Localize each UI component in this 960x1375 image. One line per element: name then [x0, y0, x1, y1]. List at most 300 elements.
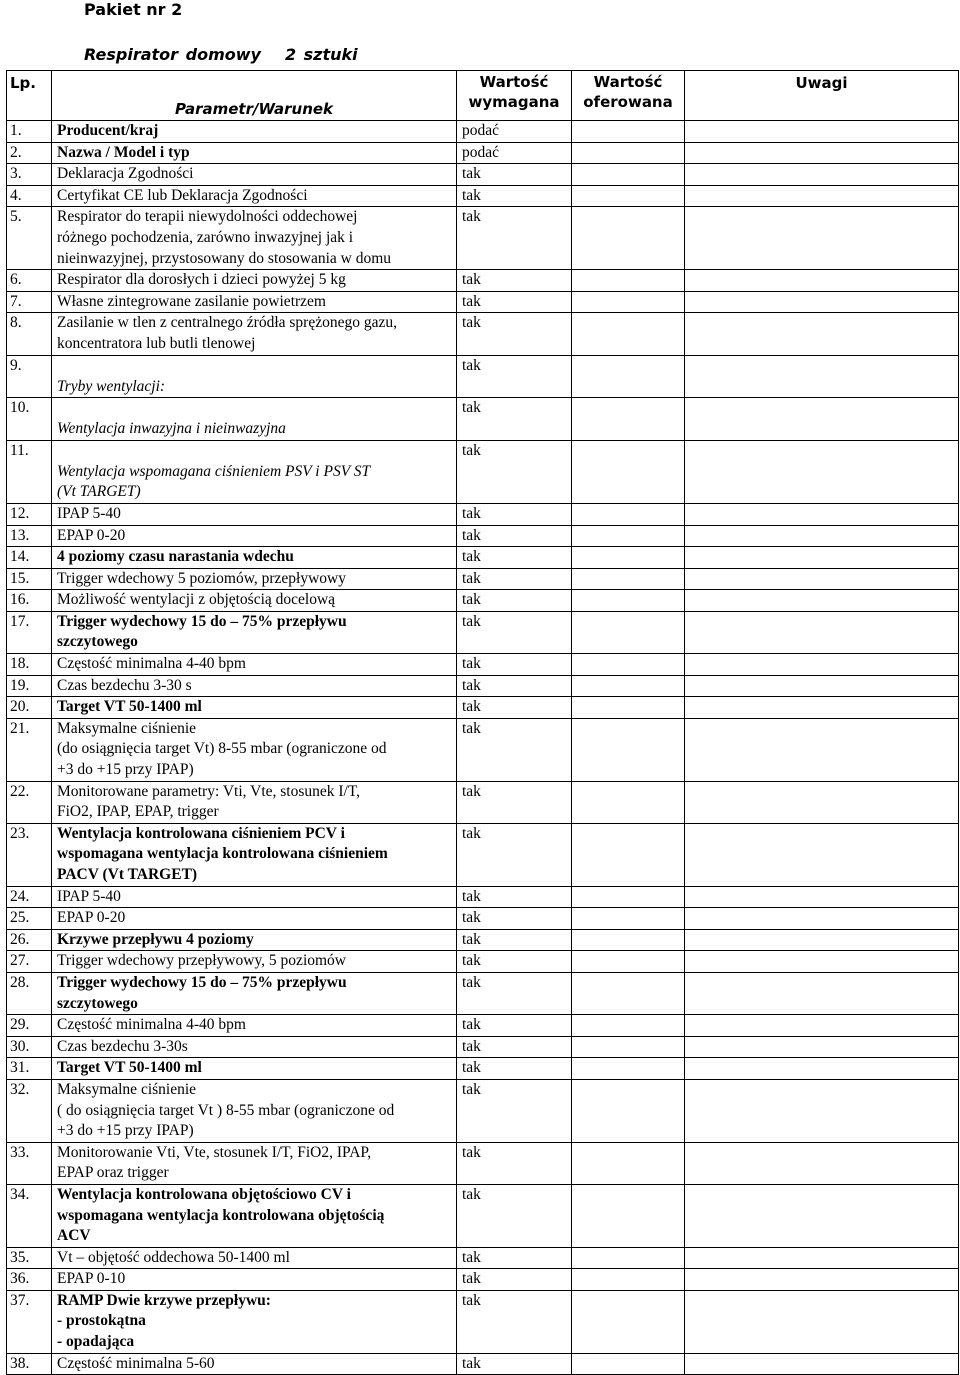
row-offered-value-cell[interactable] — [572, 697, 685, 719]
header-param: Parametr/Warunek — [52, 71, 457, 121]
parameter-line: Monitorowane parametry: Vti, Vte, stosunek I/T, — [57, 782, 361, 800]
header-offered-value — [572, 71, 685, 121]
row-number: 17. — [7, 611, 52, 653]
table-row — [7, 781, 959, 823]
row-notes-cell[interactable] — [685, 270, 959, 292]
row-parameter — [52, 142, 457, 164]
row-parameter — [52, 568, 457, 590]
row-notes-cell[interactable] — [685, 654, 959, 676]
row-required-value: tak — [457, 207, 572, 270]
table-row — [7, 908, 959, 930]
row-notes-cell[interactable] — [685, 718, 959, 781]
row-parameter — [52, 1184, 457, 1247]
row-parameter — [52, 1353, 457, 1375]
row-notes-cell[interactable] — [685, 568, 959, 590]
parameter-line: szczytowego — [57, 994, 138, 1012]
table-row — [7, 270, 959, 292]
row-number: 21. — [7, 718, 52, 781]
parameter-line: RAMP Dwie krzywe przepływu: — [57, 1291, 271, 1309]
parameter-line: Maksymalne ciśnienie — [57, 1080, 197, 1098]
row-number: 16. — [7, 590, 52, 612]
row-number: 22. — [7, 781, 52, 823]
row-notes-cell[interactable] — [685, 291, 959, 313]
parameter-line: Czas bezdechu 3-30s — [57, 1037, 188, 1055]
row-notes-cell[interactable] — [685, 886, 959, 908]
row-parameter — [52, 675, 457, 697]
row-parameter — [52, 781, 457, 823]
row-offered-value-cell[interactable] — [572, 398, 685, 441]
table-row — [7, 823, 959, 886]
row-number: 4. — [7, 185, 52, 207]
row-offered-value-cell[interactable] — [572, 185, 685, 207]
row-notes-cell[interactable] — [685, 697, 959, 719]
row-number: 34. — [7, 1184, 52, 1247]
row-notes-cell[interactable] — [685, 398, 959, 441]
row-parameter — [52, 929, 457, 951]
table-row — [7, 718, 959, 781]
row-offered-value-cell[interactable] — [572, 908, 685, 930]
row-number: 6. — [7, 270, 52, 292]
document-title: Pakiet nr 2 — [84, 0, 183, 19]
table-row — [7, 590, 959, 612]
table-row — [7, 291, 959, 313]
row-offered-value-cell[interactable] — [572, 886, 685, 908]
parameter-line: ACV — [57, 1227, 91, 1245]
parameter-line: IPAP 5-40 — [57, 887, 121, 905]
parameter-line: FiO2, IPAP, EPAP, trigger — [57, 803, 219, 821]
row-notes-cell[interactable] — [685, 1058, 959, 1080]
parameter-line: EPAP 0-20 — [57, 526, 126, 544]
row-parameter — [52, 1036, 457, 1058]
table-row — [7, 568, 959, 590]
row-parameter — [52, 590, 457, 612]
row-parameter — [52, 908, 457, 930]
row-number: 11. — [7, 440, 52, 503]
row-required-value: tak — [457, 1290, 572, 1353]
row-offered-value-cell[interactable] — [572, 654, 685, 676]
row-number: 18. — [7, 654, 52, 676]
parameter-line: - opadająca — [57, 1333, 135, 1351]
row-required-value: tak — [457, 823, 572, 886]
header-required-value — [457, 71, 572, 121]
row-parameter — [52, 1058, 457, 1080]
row-offered-value-cell[interactable] — [572, 121, 685, 143]
row-parameter — [52, 313, 457, 355]
row-required-value: tak — [457, 1015, 572, 1037]
row-offered-value-cell[interactable] — [572, 1290, 685, 1353]
row-number: 25. — [7, 908, 52, 930]
table-row — [7, 654, 959, 676]
table-row — [7, 951, 959, 973]
row-offered-value-cell[interactable] — [572, 313, 685, 355]
row-parameter — [52, 718, 457, 781]
row-offered-value-cell[interactable] — [572, 1142, 685, 1184]
row-notes-cell[interactable] — [685, 142, 959, 164]
table-row — [7, 547, 959, 569]
row-required-value: tak — [457, 929, 572, 951]
row-number: 24. — [7, 886, 52, 908]
row-number: 30. — [7, 1036, 52, 1058]
parameter-line: koncentratora lub butli tlenowej — [57, 334, 256, 352]
header-offered-line2: oferowana — [583, 93, 673, 111]
table-row — [7, 1142, 959, 1184]
row-number: 7. — [7, 291, 52, 313]
row-offered-value-cell[interactable] — [572, 568, 685, 590]
table-row — [7, 313, 959, 355]
row-offered-value-cell[interactable] — [572, 1015, 685, 1037]
row-number: 14. — [7, 547, 52, 569]
row-offered-value-cell[interactable] — [572, 611, 685, 653]
document-subtitle — [84, 45, 358, 65]
row-parameter — [52, 697, 457, 719]
row-number: 5. — [7, 207, 52, 270]
table-row — [7, 611, 959, 653]
header-offered-line1: Wartość — [593, 73, 663, 91]
parameter-line: Zasilanie w tlen z centralnego źródła sprężonego gazu, — [57, 314, 397, 332]
table-row — [7, 1015, 959, 1037]
row-offered-value-cell[interactable] — [572, 1247, 685, 1269]
row-offered-value-cell[interactable] — [572, 270, 685, 292]
header-notes: Uwagi — [685, 71, 959, 121]
row-number: 1. — [7, 121, 52, 143]
row-notes-cell[interactable] — [685, 1269, 959, 1291]
row-notes-cell[interactable] — [685, 908, 959, 930]
row-required-value: tak — [457, 1142, 572, 1184]
parameter-line: EPAP 0-10 — [57, 1270, 126, 1288]
specification-table — [6, 70, 959, 1375]
row-notes-cell[interactable] — [685, 675, 959, 697]
parameter-line: Certyfikat CE lub Deklaracja Zgodności — [57, 186, 308, 204]
parameter-line: Możliwość wentylacji z objętością docelową — [57, 591, 336, 609]
parameter-line: Częstość minimalna 4-40 bpm — [57, 655, 246, 673]
row-number: 26. — [7, 929, 52, 951]
table-row — [7, 1353, 959, 1375]
row-required-value: tak — [457, 440, 572, 503]
row-parameter — [52, 1015, 457, 1037]
header-required-line2: wymagana — [468, 93, 560, 111]
row-required-value: tak — [457, 525, 572, 547]
row-offered-value-cell[interactable] — [572, 1184, 685, 1247]
parameter-line: wspomagana wentylacja kontrolowana ciśnieniem — [57, 845, 388, 863]
parameter-line — [57, 441, 454, 462]
row-offered-value-cell[interactable] — [572, 525, 685, 547]
parameter-line: różnego pochodzenia, zarówno inwazyjnej jak i — [57, 228, 354, 246]
row-notes-cell[interactable] — [685, 1015, 959, 1037]
row-required-value: tak — [457, 886, 572, 908]
parameter-line — [57, 398, 454, 419]
row-notes-cell[interactable] — [685, 1184, 959, 1247]
row-number: 15. — [7, 568, 52, 590]
row-parameter — [52, 291, 457, 313]
row-parameter — [52, 503, 457, 525]
table-row — [7, 121, 959, 143]
row-number: 37. — [7, 1290, 52, 1353]
row-required-value: tak — [457, 781, 572, 823]
row-notes-cell[interactable] — [685, 121, 959, 143]
row-required-value: tak — [457, 355, 572, 398]
parameter-line: Nazwa / Model i typ — [57, 143, 190, 161]
row-number: 31. — [7, 1058, 52, 1080]
parameter-line: (Vt TARGET) — [57, 483, 141, 501]
row-required-value: tak — [457, 568, 572, 590]
parameter-line: szczytowego — [57, 633, 138, 651]
row-number: 28. — [7, 972, 52, 1014]
parameter-line: Monitorowanie Vti, Vte, stosunek I/T, FiO2, IPAP, — [57, 1143, 372, 1161]
row-offered-value-cell[interactable] — [572, 972, 685, 1014]
row-offered-value-cell[interactable] — [572, 1058, 685, 1080]
row-required-value: tak — [457, 908, 572, 930]
row-offered-value-cell[interactable] — [572, 440, 685, 503]
parameter-line: Maksymalne ciśnienie — [57, 719, 197, 737]
row-notes-cell[interactable] — [685, 1142, 959, 1184]
row-required-value: tak — [457, 1269, 572, 1291]
row-required-value: tak — [457, 398, 572, 441]
parameter-line: Target VT 50-1400 ml — [57, 698, 202, 716]
row-parameter — [52, 164, 457, 186]
row-number: 13. — [7, 525, 52, 547]
row-offered-value-cell[interactable] — [572, 207, 685, 270]
row-number: 32. — [7, 1079, 52, 1142]
row-notes-cell[interactable] — [685, 1290, 959, 1353]
row-parameter — [52, 1247, 457, 1269]
row-number: 3. — [7, 164, 52, 186]
parameter-line: Trigger wydechowy 15 do – 75% przepływu — [57, 973, 347, 991]
row-number: 35. — [7, 1247, 52, 1269]
table-header-row — [7, 71, 959, 121]
row-notes-cell[interactable] — [685, 823, 959, 886]
parameter-line: Vt – objętość oddechowa 50-1400 ml — [57, 1248, 290, 1266]
parameter-line: PACV (Vt TARGET) — [57, 866, 198, 883]
row-required-value: tak — [457, 590, 572, 612]
parameter-line: Wentylacja wspomagana ciśnieniem PSV i PSV ST — [57, 462, 371, 480]
row-offered-value-cell[interactable] — [572, 1079, 685, 1142]
row-required-value: tak — [457, 654, 572, 676]
parameter-line: ( do osiągnięcia target Vt ) 8-55 mbar (ograniczone od — [57, 1101, 395, 1119]
row-number: 9. — [7, 355, 52, 398]
row-required-value: tak — [457, 718, 572, 781]
row-number: 29. — [7, 1015, 52, 1037]
parameter-line: Wentylacja kontrolowana objętościowo CV i — [57, 1185, 351, 1203]
header-lp: Lp. — [7, 71, 52, 121]
table-body — [7, 121, 959, 1375]
table-row — [7, 697, 959, 719]
row-parameter — [52, 207, 457, 270]
table-row — [7, 355, 959, 398]
row-required-value: tak — [457, 1079, 572, 1142]
row-required-value: tak — [457, 675, 572, 697]
row-required-value: tak — [457, 547, 572, 569]
row-notes-cell[interactable] — [685, 1079, 959, 1142]
row-notes-cell[interactable] — [685, 440, 959, 503]
row-parameter — [52, 1269, 457, 1291]
row-number: 38. — [7, 1353, 52, 1375]
row-parameter — [52, 398, 457, 441]
row-parameter — [52, 185, 457, 207]
row-notes-cell[interactable] — [685, 781, 959, 823]
row-parameter — [52, 823, 457, 886]
row-notes-cell[interactable] — [685, 951, 959, 973]
parameter-line: Wentylacja kontrolowana ciśnieniem PCV i — [57, 824, 345, 842]
parameter-line: Tryby wentylacji: — [57, 377, 166, 395]
table-row — [7, 164, 959, 186]
row-parameter — [52, 440, 457, 503]
row-notes-cell[interactable] — [685, 313, 959, 355]
row-required-value: tak — [457, 611, 572, 653]
parameter-line: Target VT 50-1400 ml — [57, 1059, 202, 1077]
table-row — [7, 207, 959, 270]
parameter-line: IPAP 5-40 — [57, 504, 121, 522]
row-offered-value-cell[interactable] — [572, 164, 685, 186]
row-number: 10. — [7, 398, 52, 441]
table-row — [7, 972, 959, 1014]
row-parameter — [52, 611, 457, 653]
row-notes-cell[interactable] — [685, 207, 959, 270]
parameter-line: Trigger wydechowy 15 do – 75% przepływu — [57, 612, 347, 630]
row-offered-value-cell[interactable] — [572, 781, 685, 823]
table-row — [7, 398, 959, 441]
row-notes-cell[interactable] — [685, 525, 959, 547]
table-row — [7, 440, 959, 503]
parameter-line: (do osiągnięcia target Vt) 8-55 mbar (ograniczone od — [57, 740, 387, 758]
parameter-line: EPAP oraz trigger — [57, 1164, 169, 1182]
row-required-value: tak — [457, 1353, 572, 1375]
parameter-line: Respirator do terapii niewydolności oddechowej — [57, 208, 358, 226]
table-row — [7, 675, 959, 697]
table-row — [7, 1036, 959, 1058]
row-offered-value-cell[interactable] — [572, 1353, 685, 1375]
row-offered-value-cell[interactable] — [572, 823, 685, 886]
row-number: 12. — [7, 503, 52, 525]
row-parameter — [52, 654, 457, 676]
row-parameter — [52, 1142, 457, 1184]
row-notes-cell[interactable] — [685, 185, 959, 207]
row-parameter — [52, 547, 457, 569]
header-required-line1: Wartość — [479, 73, 549, 91]
parameter-line: Czas bezdechu 3-30 s — [57, 676, 192, 694]
row-notes-cell[interactable] — [685, 1353, 959, 1375]
row-parameter — [52, 951, 457, 973]
row-parameter — [52, 1079, 457, 1142]
row-required-value: tak — [457, 270, 572, 292]
device-name: Respirator domowy — [84, 45, 261, 64]
row-notes-cell[interactable] — [685, 611, 959, 653]
row-offered-value-cell[interactable] — [572, 675, 685, 697]
row-offered-value-cell[interactable] — [572, 951, 685, 973]
row-notes-cell[interactable] — [685, 1036, 959, 1058]
row-offered-value-cell[interactable] — [572, 1036, 685, 1058]
row-parameter — [52, 525, 457, 547]
row-notes-cell[interactable] — [685, 1247, 959, 1269]
row-required-value: tak — [457, 291, 572, 313]
row-parameter — [52, 355, 457, 398]
row-offered-value-cell[interactable] — [572, 355, 685, 398]
row-notes-cell[interactable] — [685, 547, 959, 569]
row-offered-value-cell[interactable] — [572, 718, 685, 781]
row-offered-value-cell[interactable] — [572, 929, 685, 951]
parameter-line: Częstość minimalna 5-60 — [57, 1354, 215, 1372]
row-number: 8. — [7, 313, 52, 355]
row-notes-cell[interactable] — [685, 929, 959, 951]
table-row — [7, 929, 959, 951]
table-row — [7, 886, 959, 908]
table-row — [7, 1290, 959, 1353]
parameter-line: Własne zintegrowane zasilanie powietrzem — [57, 292, 326, 310]
row-parameter — [52, 1290, 457, 1353]
row-required-value: tak — [457, 185, 572, 207]
row-offered-value-cell[interactable] — [572, 142, 685, 164]
row-required-value: tak — [457, 1036, 572, 1058]
row-required-value: podać — [457, 121, 572, 143]
table-row — [7, 142, 959, 164]
table-row — [7, 1184, 959, 1247]
row-required-value: tak — [457, 951, 572, 973]
parameter-line: Krzywe przepływu 4 poziomy — [57, 930, 254, 948]
row-notes-cell[interactable] — [685, 590, 959, 612]
table-row — [7, 185, 959, 207]
row-required-value: podać — [457, 142, 572, 164]
row-parameter — [52, 121, 457, 143]
table-row — [7, 1058, 959, 1080]
row-required-value: tak — [457, 1184, 572, 1247]
row-offered-value-cell[interactable] — [572, 547, 685, 569]
row-parameter — [52, 886, 457, 908]
device-quantity: 2 sztuki — [284, 45, 358, 64]
parameter-line: +3 do +15 przy IPAP) — [57, 761, 194, 779]
parameter-line: Częstość minimalna 4-40 bpm — [57, 1016, 246, 1034]
row-parameter — [52, 972, 457, 1014]
row-number: 27. — [7, 951, 52, 973]
row-number: 20. — [7, 697, 52, 719]
row-required-value: tak — [457, 697, 572, 719]
parameter-line: EPAP 0-20 — [57, 909, 126, 927]
table-row — [7, 1269, 959, 1291]
row-number: 33. — [7, 1142, 52, 1184]
parameter-line: +3 do +15 przy IPAP) — [57, 1122, 194, 1140]
row-notes-cell[interactable] — [685, 972, 959, 1014]
row-required-value: tak — [457, 972, 572, 1014]
parameter-line: nieinwazyjnej, przystosowany do stosowania w domu — [57, 249, 392, 267]
parameter-line: Respirator dla dorosłych i dzieci powyżej 5 kg — [57, 271, 346, 289]
table-row — [7, 1079, 959, 1142]
row-required-value: tak — [457, 313, 572, 355]
parameter-line: 4 poziomy czasu narastania wdechu — [57, 548, 294, 566]
row-number: 36. — [7, 1269, 52, 1291]
table-row — [7, 503, 959, 525]
row-number: 19. — [7, 675, 52, 697]
parameter-line: - prostokątna — [57, 1312, 146, 1330]
row-offered-value-cell[interactable] — [572, 1269, 685, 1291]
parameter-line: Trigger wdechowy przepływowy, 5 poziomów — [57, 952, 346, 970]
row-required-value: tak — [457, 164, 572, 186]
row-offered-value-cell[interactable] — [572, 503, 685, 525]
row-required-value: tak — [457, 503, 572, 525]
row-required-value: tak — [457, 1247, 572, 1269]
row-notes-cell[interactable] — [685, 503, 959, 525]
row-offered-value-cell[interactable] — [572, 291, 685, 313]
row-parameter — [52, 270, 457, 292]
parameter-line: Producent/kraj — [57, 122, 159, 139]
table-row — [7, 1247, 959, 1269]
row-offered-value-cell[interactable] — [572, 590, 685, 612]
row-notes-cell[interactable] — [685, 164, 959, 186]
table-row — [7, 525, 959, 547]
row-number: 2. — [7, 142, 52, 164]
row-notes-cell[interactable] — [685, 355, 959, 398]
row-number: 23. — [7, 823, 52, 886]
parameter-line — [57, 356, 454, 377]
row-required-value: tak — [457, 1058, 572, 1080]
parameter-line: Trigger wdechowy 5 poziomów, przepływowy — [57, 569, 346, 587]
